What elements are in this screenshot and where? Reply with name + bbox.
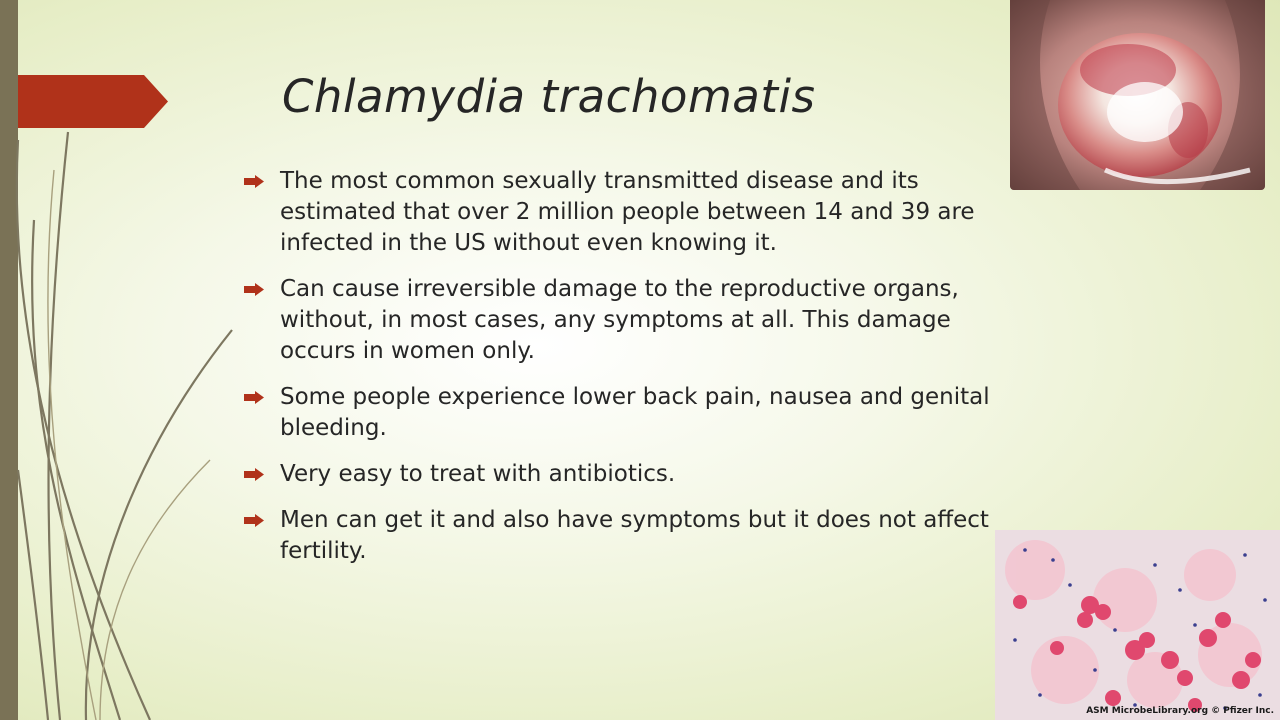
title-accent-arrow [18,75,168,128]
bullet-text: Men can get it and also have symptoms but it does not affect fertility. [280,507,989,564]
bullet-text: Can cause irreversible damage to the reproductive organs, without, in most cases, any symptoms at all. This damage occurs in women only. [280,276,959,364]
bullet-item [244,505,1014,567]
right-arrow-bullet-icon [244,391,264,404]
image-credit: ASM MicrobeLibrary.org © Pfizer Inc. [1086,706,1274,716]
bullet-item [244,166,1014,259]
bullet-text: Very easy to treat with antibiotics. [280,461,676,487]
right-arrow-bullet-icon [244,468,264,481]
right-arrow-bullet-icon [244,283,264,296]
bullet-item [244,459,1014,490]
bullet-item [244,274,1014,367]
right-arrow-bullet-icon [244,514,264,527]
bullet-item [244,382,1014,444]
micrograph-photo [995,530,1280,720]
right-arrow-bullet-icon [244,175,264,188]
bullet-list [244,166,1014,582]
slide-title: Chlamydia trachomatis [282,70,816,123]
clinical-photo [1010,0,1265,190]
bullet-text: The most common sexually transmitted disease and its estimated that over 2 million people between 14 and 39 are infected in the US without even knowing it. [280,168,975,256]
bullet-text: Some people experience lower back pain, nausea and genital bleeding. [280,384,990,441]
